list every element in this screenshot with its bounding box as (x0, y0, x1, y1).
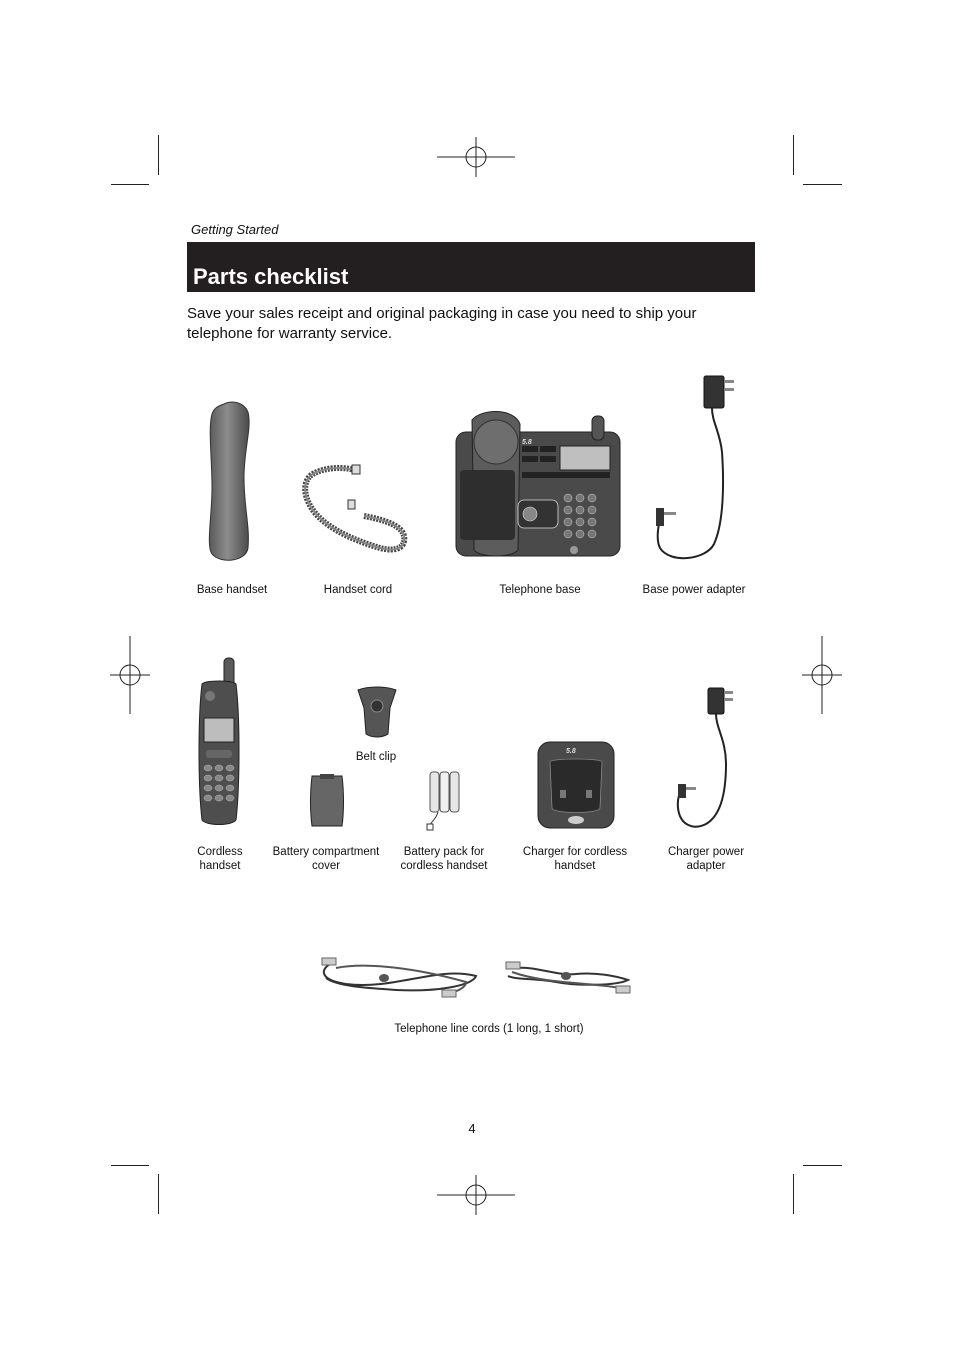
crop-mark (803, 184, 842, 185)
registration-mark (802, 636, 842, 714)
title-bar (187, 242, 755, 292)
charger-power-adapter-image (670, 684, 740, 830)
base-power-adapter-caption: Base power adapter (642, 584, 746, 596)
belt-clip-caption: Belt clip (355, 751, 397, 763)
battery-pack-caption: Battery pack for cordless handset (400, 846, 488, 872)
battery-cover-caption: Battery compartment cover (272, 846, 380, 872)
base-handset-caption: Base handset (196, 584, 268, 596)
section-label: Getting Started (191, 222, 279, 237)
base-handset-image (200, 398, 260, 566)
line-cords-caption: Telephone line cords (1 long, 1 short) (394, 1023, 584, 1035)
crop-mark (158, 135, 159, 175)
page-number: 4 (468, 1121, 476, 1136)
crop-mark (803, 1165, 842, 1166)
crop-mark (793, 1174, 794, 1214)
telephone-base-caption: Telephone base (499, 584, 581, 596)
crop-mark (111, 184, 149, 185)
handset-cord-image (300, 462, 412, 562)
line-cords-image (316, 956, 636, 1002)
charger-image (536, 740, 616, 830)
registration-mark (110, 636, 150, 714)
cordless-handset-caption: Cordless handset (197, 846, 243, 872)
registration-mark (437, 1175, 515, 1215)
base-power-adapter-image (650, 372, 740, 564)
crop-mark (158, 1174, 159, 1214)
registration-mark (437, 137, 515, 177)
charger-caption: Charger for cordless handset (522, 846, 628, 872)
page-title: Parts checklist (193, 264, 349, 289)
belt-clip-image (354, 686, 400, 738)
battery-cover-image (308, 772, 346, 830)
crop-mark (111, 1165, 149, 1166)
crop-mark (793, 135, 794, 175)
handset-cord-caption: Handset cord (323, 584, 393, 596)
cordless-handset-image (194, 656, 244, 828)
intro-text: Save your sales receipt and original packaging in case you need to ship your telephone for warranty service. (187, 305, 697, 342)
charger-model-mark: 5.8 (566, 748, 576, 755)
charger-adapter-caption: Charger power adapter (667, 846, 745, 872)
base-model-mark: 5.8 (522, 439, 532, 446)
battery-pack-image (424, 770, 466, 832)
telephone-base-image (452, 410, 624, 560)
